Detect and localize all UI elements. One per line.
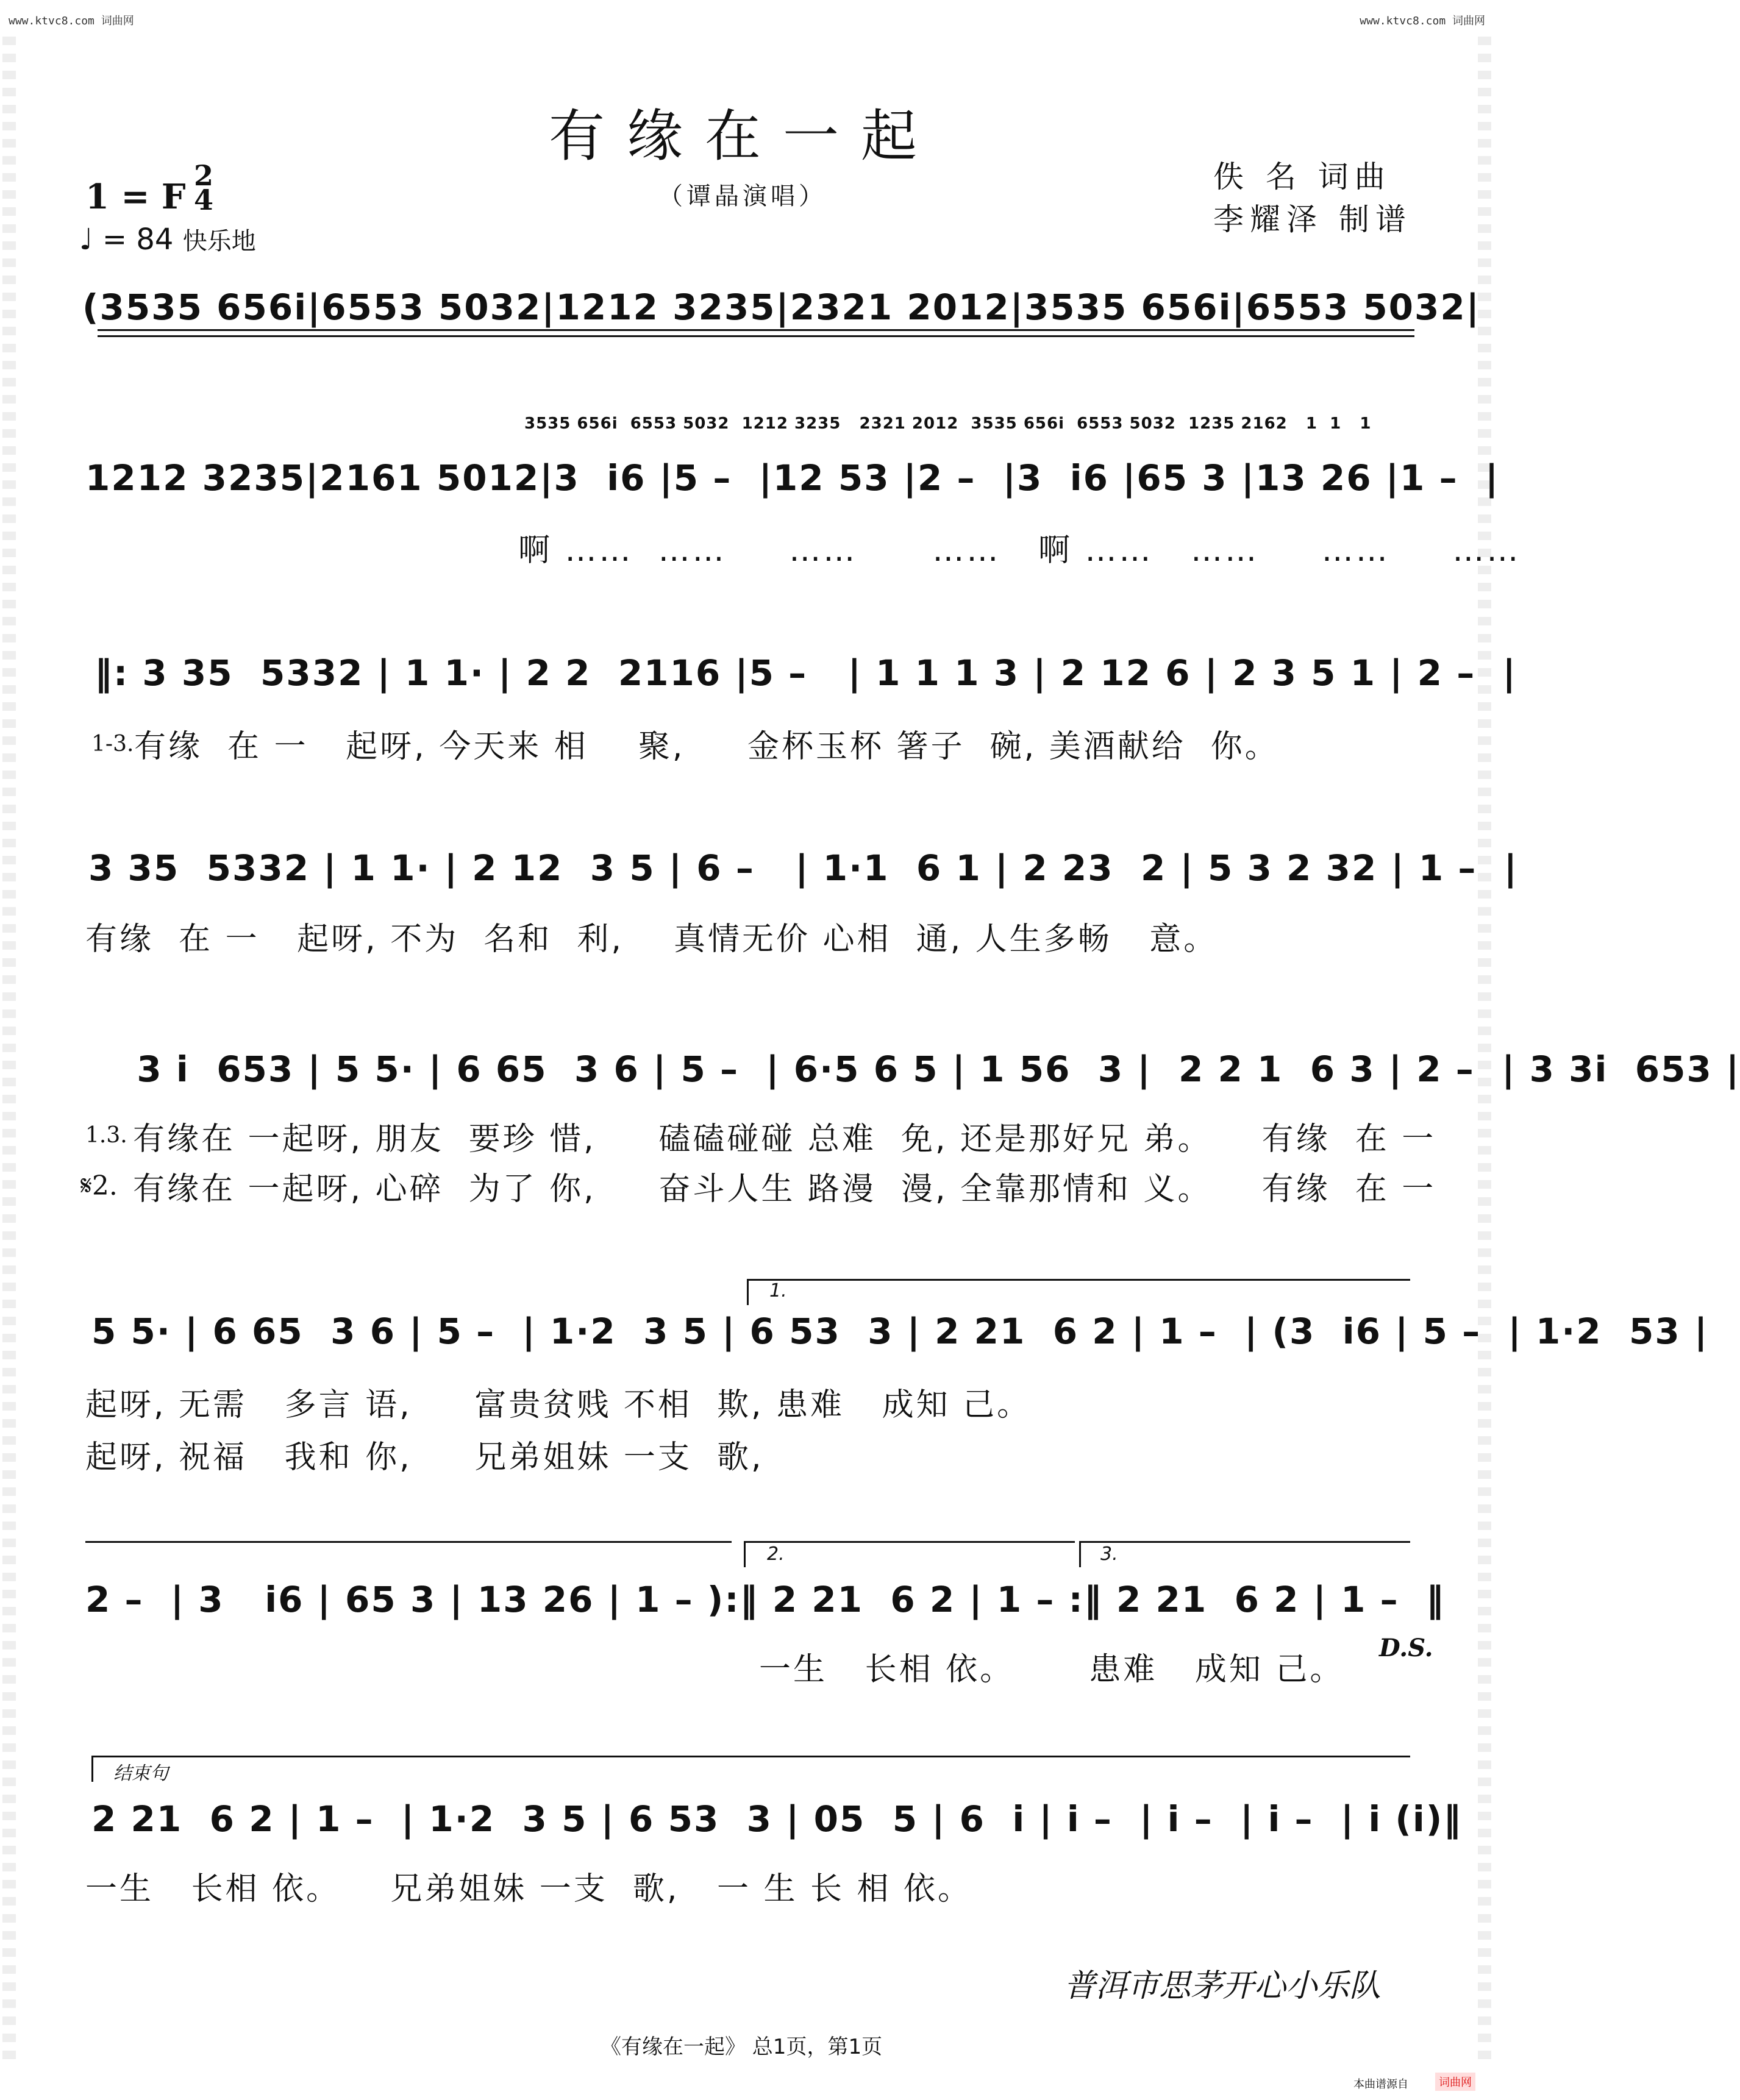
volta-1 (747, 1279, 1410, 1305)
credit-lyrics-music: 佚 名 词曲 (1213, 159, 1391, 194)
site-watermark-left: www.ktvc8.com 词曲网 (9, 15, 134, 27)
staff-row-5: 3 i 653 | 5 5· | 6 65 3 6 | 5 – | 6·5 6 5 | 1 56 3 | 2 2 1 6 3 | 2 – | 3 3i 653 | (110, 1048, 1740, 1090)
staff-row-3: ‖: 3 35 5332 | 1 1· | 2 2 2116 |5 – | 1 1 1 3 | 2 12 6 | 2 3 5 1 | 2 – | (94, 652, 1517, 694)
staff-row-6: 5 5· | 6 65 3 6 | 5 – | 1·2 3 5 | 6 53 3 | 2 21 6 2 | 1 – | (3 i6 | 5 – | 1·2 53 | (91, 1311, 1709, 1352)
dal-segno-mark: D.S. (1379, 1634, 1433, 1662)
left-edge-strip (2, 37, 16, 2063)
staff-row-4: 3 35 5332 | 1 1· | 2 12 3 5 | 6 – | 1·1 6 1 | 2 23 2 | 5 3 2 32 | 1 – | (88, 847, 1518, 889)
beam-line (98, 329, 1414, 331)
lyric-row-5b: 有缘在 一起呀, 心碎 为了 你, 奋斗人生 路漫 漫, 全靠那情和 义。 有缘 在 一 (133, 1171, 1436, 1208)
volta-1-label: 1. (769, 1280, 787, 1301)
ending-bracket (91, 1756, 1410, 1782)
song-title: 有缘在一起 (549, 104, 940, 169)
lyric-row-8: 一生 长相 依。 兄弟姐妹 一支 歌, 一 生 长 相 依。 (85, 1871, 972, 1907)
lyric-row-6a: 起呀, 无需 多言 语, 富贵贫贱 不相 欺, 患难 成知 己。 (85, 1387, 1032, 1423)
lyric-row-3: 有缘 在 一 起呀, 今天来 相 聚, 金杯玉杯 箸子 碗, 美酒献给 你。 (134, 728, 1279, 765)
beam-line (98, 335, 1414, 337)
quarter-note-icon: ♩ (79, 222, 93, 257)
key-signature: 1 = F (85, 177, 186, 217)
row-7-top-rule (85, 1541, 732, 1543)
site-watermark-right: www.ktvc8.com 词曲网 (1360, 15, 1485, 27)
small-staff-row-2: 3535 656i 6553 5032 1212 3235 2321 2012 3535 656i 6553 5032 1235 2162 1 1 1 (524, 415, 1372, 433)
staff-row-1: (3535 656i|6553 5032|1212 3235|2321 2012|3535 656i|6553 5032| (82, 287, 1480, 328)
band-credit: 普洱市思茅开心小乐队 (1064, 1968, 1382, 2004)
volta-2 (744, 1541, 1075, 1567)
staff-row-2: 1212 3235|2161 5012|3 i6 |5 – |12 53 |2 – |3 i6 |65 3 |13 26 |1 – | (85, 457, 1500, 499)
verse-prefix-row-3: 1-3. (91, 731, 134, 756)
staff-row-7: 2 – | 3 i6 | 65 3 | 13 26 | 1 – ):‖ 2 21 6 2 | 1 – :‖ 2 21 6 2 | 1 – ‖ (85, 1579, 1446, 1620)
volta-3 (1079, 1541, 1410, 1567)
time-signature: 2 4 (194, 159, 214, 216)
page-footer: 《有缘在一起》 总1页，第1页 (601, 2035, 883, 2059)
volta-3-label: 3. (1100, 1543, 1118, 1565)
lyric-row-5a: 有缘在 一起呀, 朋友 要珍 惜, 磕磕碰碰 总难 免, 还是那好兄 弟。 有缘 在 一 (133, 1121, 1436, 1158)
lyric-row-6b: 起呀, 祝福 我和 你, 兄弟姐妹 一支 歌, (85, 1439, 764, 1476)
site-logo: 词曲网 (1435, 2073, 1475, 2091)
lyric-row-4: 有缘 在 一 起呀, 不为 名和 利, 真情无价 心相 通, 人生多畅 意。 (85, 921, 1218, 958)
verse-prefix-row-5a: 1.3. (85, 1123, 127, 1148)
tempo-marking: ♩ = 84 快乐地 (79, 222, 256, 257)
lyric-row-2: 啊 …… …… …… …… 啊 …… …… …… …… (518, 532, 1521, 569)
ending-label: 结束句 (113, 1763, 168, 1784)
volta-2-label: 2. (767, 1543, 785, 1565)
segno-prefix-row-5b: 𝄋2. (80, 1170, 118, 1201)
source-note: 本曲谱源自 (1353, 2078, 1408, 2091)
singer-note: （谭晶演唱） (658, 182, 827, 210)
credit-transcriber: 李耀泽 制谱 (1213, 202, 1412, 237)
lyric-row-7: 一生 长相 依。 患难 成知 己。 (759, 1651, 1344, 1688)
staff-row-8: 2 21 6 2 | 1 – | 1·2 3 5 | 6 53 3 | 05 5 | 6 i | i – | i – | i – | i (i)‖ (91, 1798, 1463, 1840)
